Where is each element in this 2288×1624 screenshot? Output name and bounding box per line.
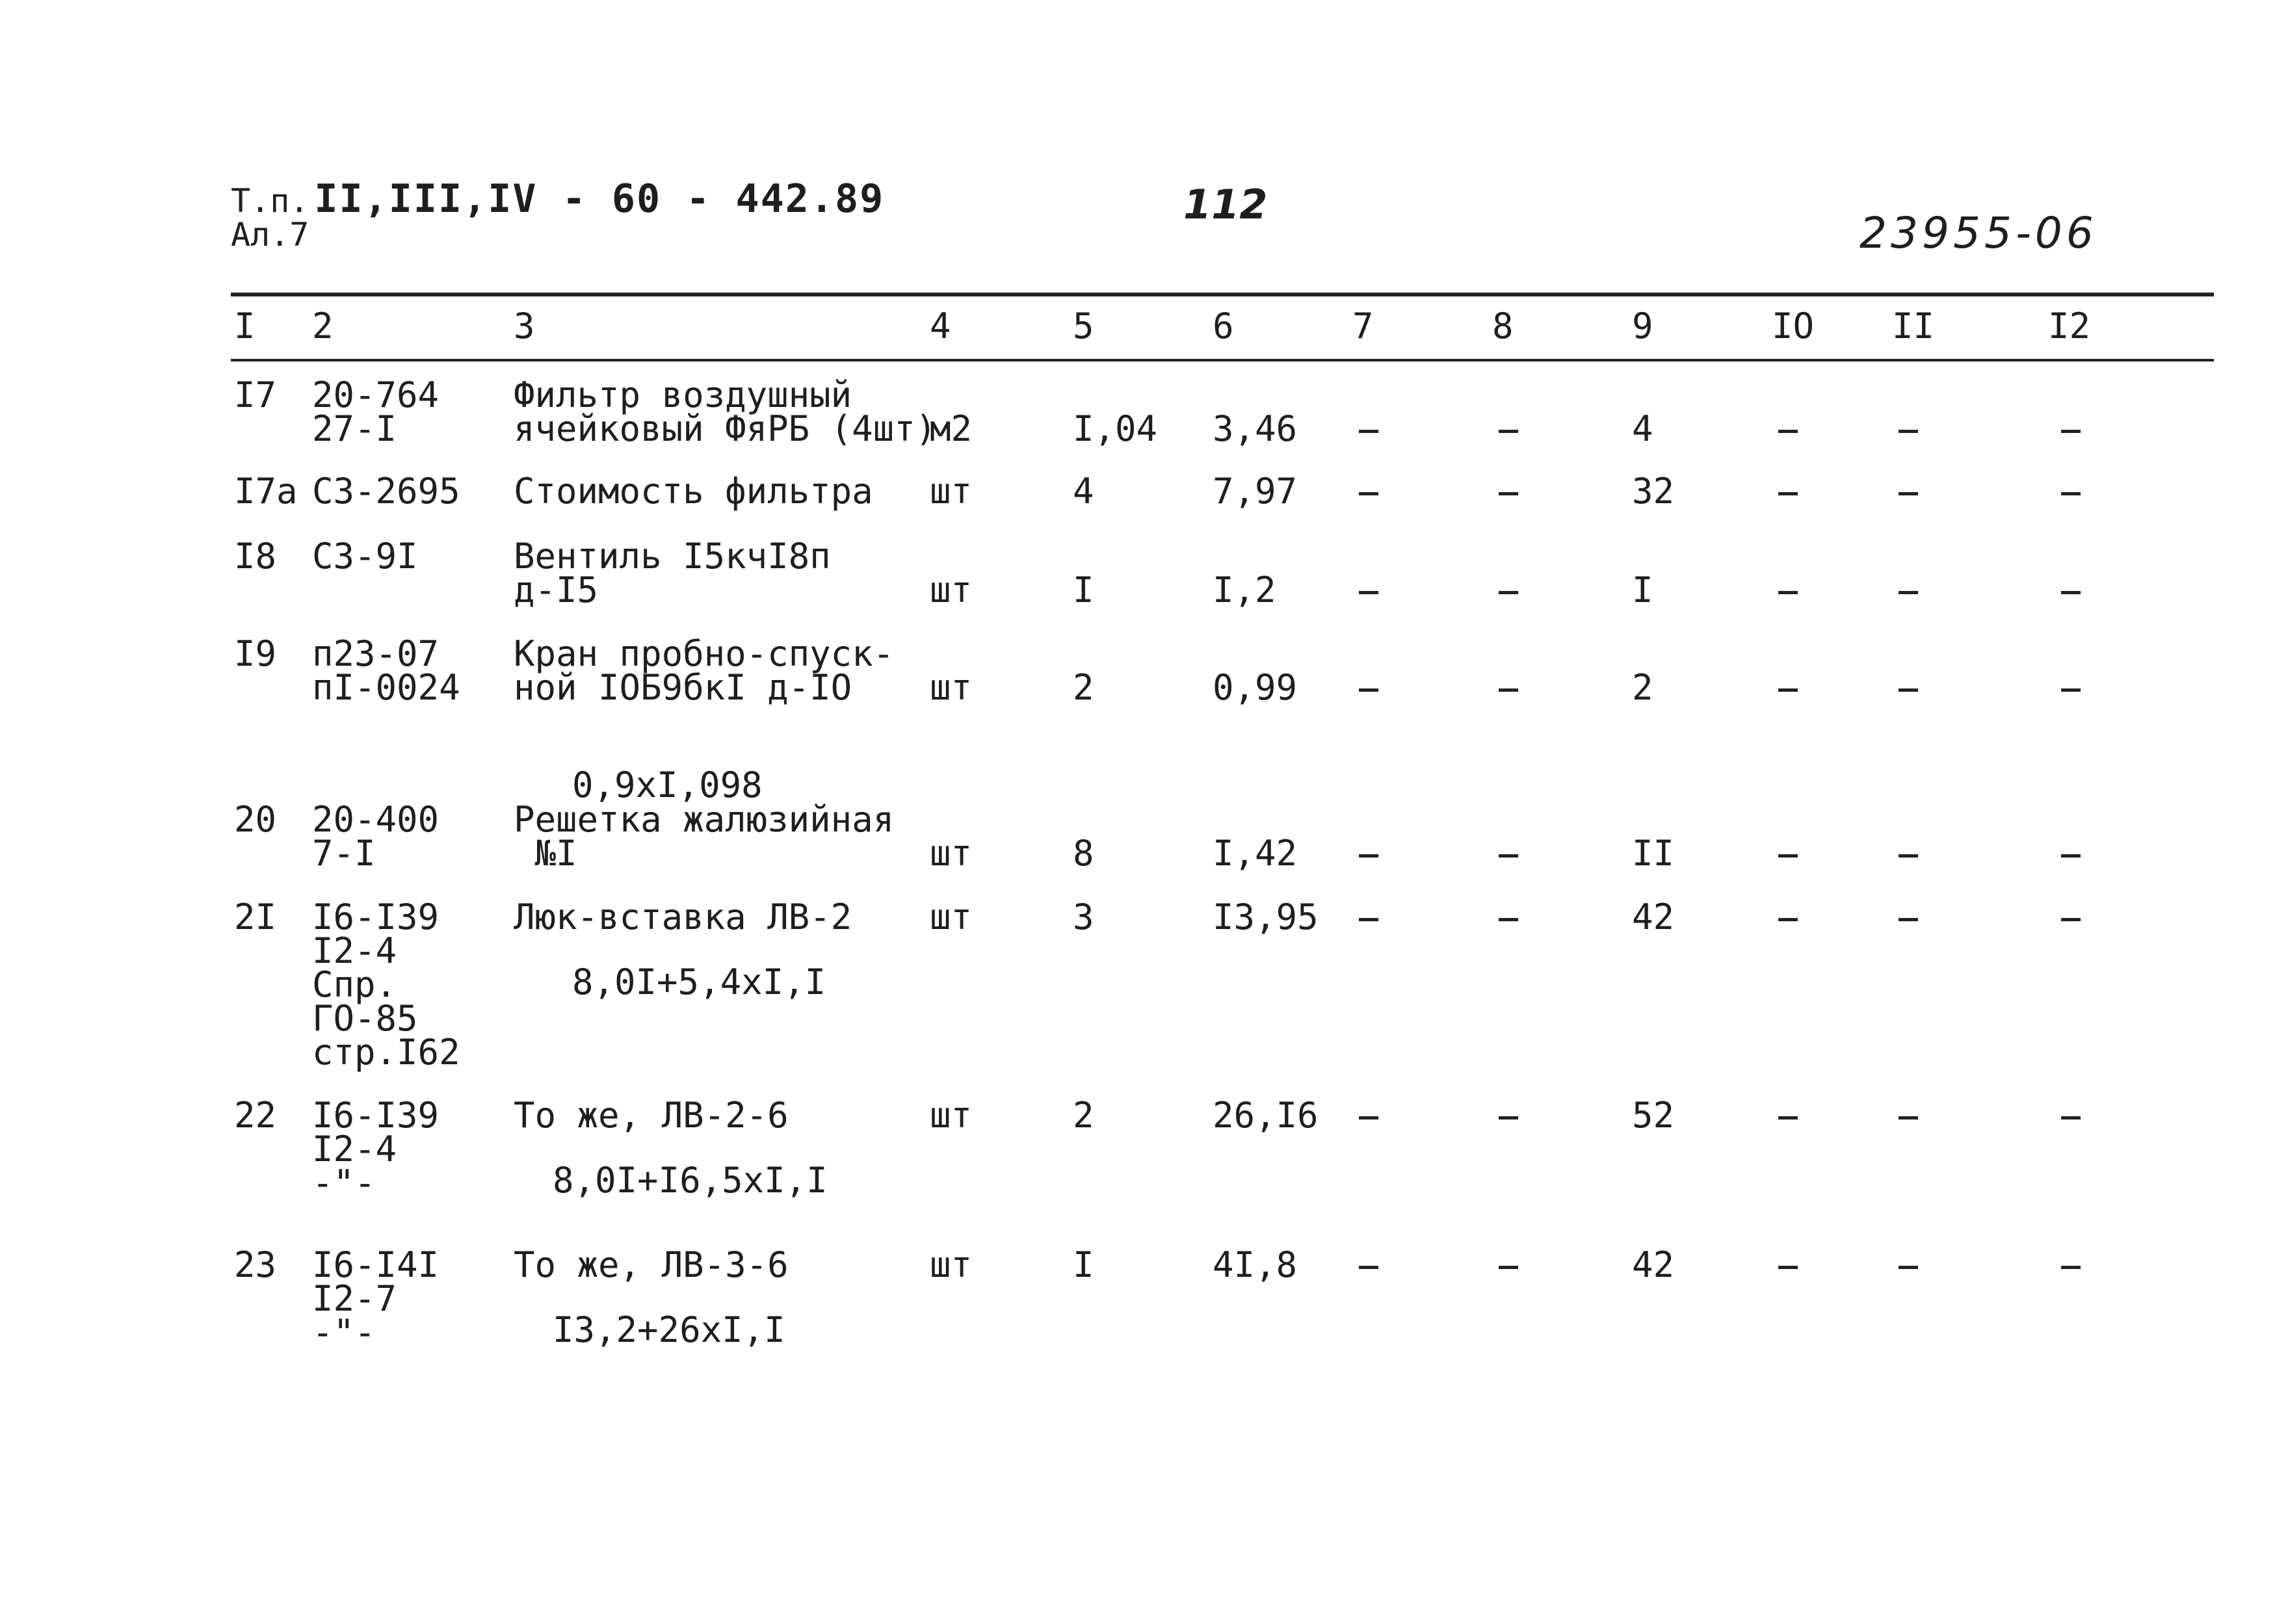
cell-c3: Кран пробно-спуск- ной IОБ9бкI д-IО bbox=[514, 633, 895, 708]
col-header-2: 2 bbox=[312, 306, 334, 347]
cell-c6: I,2 bbox=[1213, 570, 1276, 610]
cell-c2: I6-I39 I2-4 -"- bbox=[312, 1095, 440, 1203]
cell-c4: шт bbox=[930, 570, 973, 610]
cell-c12 bbox=[2061, 1099, 2081, 1133]
cell-c9: 42 bbox=[1632, 897, 1675, 937]
cell-c6: 7,97 bbox=[1213, 471, 1298, 512]
cell-c8 bbox=[1499, 837, 1518, 871]
doc-header-left bbox=[231, 176, 885, 254]
cell-c11 bbox=[1899, 1099, 1918, 1133]
cell-c2: С3-9I bbox=[312, 536, 418, 577]
cell-c8 bbox=[1499, 1099, 1518, 1133]
cell-c10 bbox=[1778, 412, 1798, 446]
cell-c4: шт bbox=[930, 897, 973, 937]
cell-c7 bbox=[1359, 900, 1378, 934]
dash-mark bbox=[1359, 492, 1378, 495]
dash-mark bbox=[1899, 591, 1918, 594]
dash-mark bbox=[1499, 591, 1518, 594]
header-code: II,III,IV - 60 - 442.89 bbox=[314, 176, 885, 222]
cell-c11 bbox=[1899, 412, 1918, 446]
cell-c2: С3-2695 bbox=[312, 471, 460, 512]
cell-c2: 20-764 27-I bbox=[312, 374, 440, 449]
dash-mark bbox=[1778, 918, 1798, 921]
cell-c5: I bbox=[1073, 570, 1094, 610]
cell-c8 bbox=[1499, 1248, 1518, 1282]
col-header-10: IO bbox=[1772, 306, 1815, 347]
cell-c12 bbox=[2061, 900, 2081, 934]
cell-c9: I bbox=[1632, 570, 1653, 610]
table-header-rule bbox=[231, 359, 2214, 361]
header-prefix: Т.п. bbox=[231, 182, 309, 220]
dash-mark bbox=[2061, 492, 2081, 495]
col-header-4: 4 bbox=[930, 306, 951, 347]
cell-c12 bbox=[2061, 671, 2081, 705]
cell-c1: 2I bbox=[234, 897, 277, 937]
dash-mark bbox=[1899, 688, 1918, 692]
cell-c6: I3,95 bbox=[1213, 897, 1319, 937]
cell-c3: Люк-вставка ЛВ-2 bbox=[514, 897, 852, 937]
dash-mark bbox=[1359, 430, 1378, 433]
dash-mark bbox=[1359, 1116, 1378, 1120]
cell-note: I3,2+26хI,I bbox=[553, 1309, 785, 1350]
header-album: Ал.7 bbox=[231, 216, 309, 254]
dash-mark bbox=[1359, 591, 1378, 594]
col-header-5: 5 bbox=[1073, 306, 1094, 347]
dash-mark bbox=[2061, 1266, 2081, 1269]
cell-c12 bbox=[2061, 412, 2081, 446]
cell-c7 bbox=[1359, 475, 1378, 508]
dash-mark bbox=[1778, 854, 1798, 858]
dash-mark bbox=[2061, 1116, 2081, 1120]
cell-c10 bbox=[1778, 475, 1798, 508]
cell-c8 bbox=[1499, 573, 1518, 607]
col-header-8: 8 bbox=[1492, 306, 1514, 347]
col-header-11: II bbox=[1892, 306, 1935, 347]
dash-mark bbox=[1499, 492, 1518, 495]
dash-mark bbox=[1778, 688, 1798, 692]
cell-c5: I bbox=[1073, 1244, 1094, 1285]
cell-c4: шт bbox=[930, 667, 973, 708]
document-number: 23955-06 bbox=[1860, 208, 2097, 258]
cell-c9: 42 bbox=[1632, 1244, 1675, 1285]
cell-c1: I8 bbox=[234, 536, 277, 577]
cell-c12 bbox=[2061, 837, 2081, 871]
cell-c9: II bbox=[1632, 833, 1675, 874]
cell-c5: I,04 bbox=[1073, 408, 1158, 449]
cell-c8 bbox=[1499, 900, 1518, 934]
cell-c4: шт bbox=[930, 833, 973, 874]
dash-mark bbox=[1359, 1266, 1378, 1269]
cell-c9: 32 bbox=[1632, 471, 1675, 512]
cell-c6: I,42 bbox=[1213, 833, 1298, 874]
cell-c11 bbox=[1899, 573, 1918, 607]
cell-c7 bbox=[1359, 671, 1378, 705]
cell-c10 bbox=[1778, 900, 1798, 934]
cell-c12 bbox=[2061, 1248, 2081, 1282]
cell-c7 bbox=[1359, 837, 1378, 871]
cell-c8 bbox=[1499, 412, 1518, 446]
cell-c4: м2 bbox=[930, 408, 973, 449]
cell-c1: I9 bbox=[234, 633, 277, 674]
cell-c3: То же, ЛВ-3-6 bbox=[514, 1244, 789, 1285]
cell-c12 bbox=[2061, 573, 2081, 607]
cell-c12 bbox=[2061, 475, 2081, 508]
dash-mark bbox=[1899, 918, 1918, 921]
dash-mark bbox=[2061, 591, 2081, 594]
cell-c2: I6-I4I I2-7 -"- bbox=[312, 1244, 440, 1353]
cell-c3: Решетка жалюзийная №I bbox=[514, 799, 895, 874]
cell-c11 bbox=[1899, 1248, 1918, 1282]
cell-c3: Вентиль I5кчI8п д-I5 bbox=[514, 536, 831, 610]
dash-mark bbox=[1899, 492, 1918, 495]
cell-c1: I7а bbox=[234, 471, 298, 512]
cell-note: 8,0I+I6,5хI,I bbox=[553, 1160, 828, 1201]
dash-mark bbox=[1499, 918, 1518, 921]
cell-c6: 4I,8 bbox=[1213, 1244, 1298, 1285]
dash-mark bbox=[2061, 430, 2081, 433]
dash-mark bbox=[1499, 1266, 1518, 1269]
dash-mark bbox=[1499, 688, 1518, 692]
cell-c10 bbox=[1778, 573, 1798, 607]
dash-mark bbox=[1359, 688, 1378, 692]
dash-mark bbox=[2061, 918, 2081, 921]
cell-c4: шт bbox=[930, 1244, 973, 1285]
cell-c5: 2 bbox=[1073, 667, 1094, 708]
dash-mark bbox=[1499, 854, 1518, 858]
cell-c6: 3,46 bbox=[1213, 408, 1298, 449]
cell-c3: Стоимость фильтра bbox=[514, 471, 873, 512]
cell-c2: п23-07 пI-0024 bbox=[312, 633, 460, 708]
dash-mark bbox=[1359, 854, 1378, 858]
dash-mark bbox=[1499, 1116, 1518, 1120]
dash-mark bbox=[1899, 1266, 1918, 1269]
cell-c6: 0,99 bbox=[1213, 667, 1298, 708]
cell-c9: 52 bbox=[1632, 1095, 1675, 1136]
cell-c11 bbox=[1899, 475, 1918, 508]
cell-c7 bbox=[1359, 573, 1378, 607]
cell-c1: 22 bbox=[234, 1095, 277, 1136]
dash-mark bbox=[1778, 1116, 1798, 1120]
cell-c5: 3 bbox=[1073, 897, 1094, 937]
dash-mark bbox=[1359, 918, 1378, 921]
dash-mark bbox=[1899, 1116, 1918, 1120]
cell-c1: I7 bbox=[234, 374, 277, 415]
cell-c11 bbox=[1899, 671, 1918, 705]
dash-mark bbox=[1899, 430, 1918, 433]
col-header-1: I bbox=[234, 306, 256, 347]
col-header-3: 3 bbox=[514, 306, 535, 347]
cell-note: 0,9хI,098 bbox=[572, 765, 763, 805]
cell-c7 bbox=[1359, 1248, 1378, 1282]
cell-c11 bbox=[1899, 837, 1918, 871]
col-header-7: 7 bbox=[1352, 306, 1374, 347]
cell-c9: 4 bbox=[1632, 408, 1653, 449]
cell-c3: То же, ЛВ-2-6 bbox=[514, 1095, 789, 1136]
dash-mark bbox=[1778, 492, 1798, 495]
cell-c11 bbox=[1899, 900, 1918, 934]
col-header-12: I2 bbox=[2048, 306, 2091, 347]
cell-c1: 23 bbox=[234, 1244, 277, 1285]
dash-mark bbox=[2061, 688, 2081, 692]
cell-c1: 20 bbox=[234, 799, 277, 840]
dash-mark bbox=[1778, 430, 1798, 433]
cell-c6: 26,I6 bbox=[1213, 1095, 1319, 1136]
cell-c10 bbox=[1778, 1248, 1798, 1282]
page-number: 112 bbox=[1183, 181, 1268, 228]
dash-mark bbox=[2061, 854, 2081, 858]
dash-mark bbox=[1778, 1266, 1798, 1269]
cell-c5: 8 bbox=[1073, 833, 1094, 874]
cell-c8 bbox=[1499, 671, 1518, 705]
cell-c4: шт bbox=[930, 471, 973, 512]
cell-c7 bbox=[1359, 412, 1378, 446]
cell-note: 8,0I+5,4хI,I bbox=[572, 962, 826, 1002]
cell-c5: 2 bbox=[1073, 1095, 1094, 1136]
cell-c7 bbox=[1359, 1099, 1378, 1133]
cell-c10 bbox=[1778, 671, 1798, 705]
col-header-9: 9 bbox=[1632, 306, 1653, 347]
cell-c9: 2 bbox=[1632, 667, 1653, 708]
cell-c2: I6-I39 I2-4 Спр. ГО-85 стр.I62 bbox=[312, 897, 460, 1073]
table-top-rule bbox=[231, 293, 2214, 296]
cell-c5: 4 bbox=[1073, 471, 1094, 512]
cell-c10 bbox=[1778, 837, 1798, 871]
cell-c2: 20-400 7-I bbox=[312, 799, 440, 874]
dash-mark bbox=[1499, 430, 1518, 433]
cell-c8 bbox=[1499, 475, 1518, 508]
dash-mark bbox=[1778, 591, 1798, 594]
cell-c10 bbox=[1778, 1099, 1798, 1133]
dash-mark bbox=[1899, 854, 1918, 858]
cell-c4: шт bbox=[930, 1095, 973, 1136]
cell-c3: Фильтр воздушный ячейковый ФяРБ (4шт) bbox=[514, 374, 937, 449]
col-header-6: 6 bbox=[1213, 306, 1234, 347]
